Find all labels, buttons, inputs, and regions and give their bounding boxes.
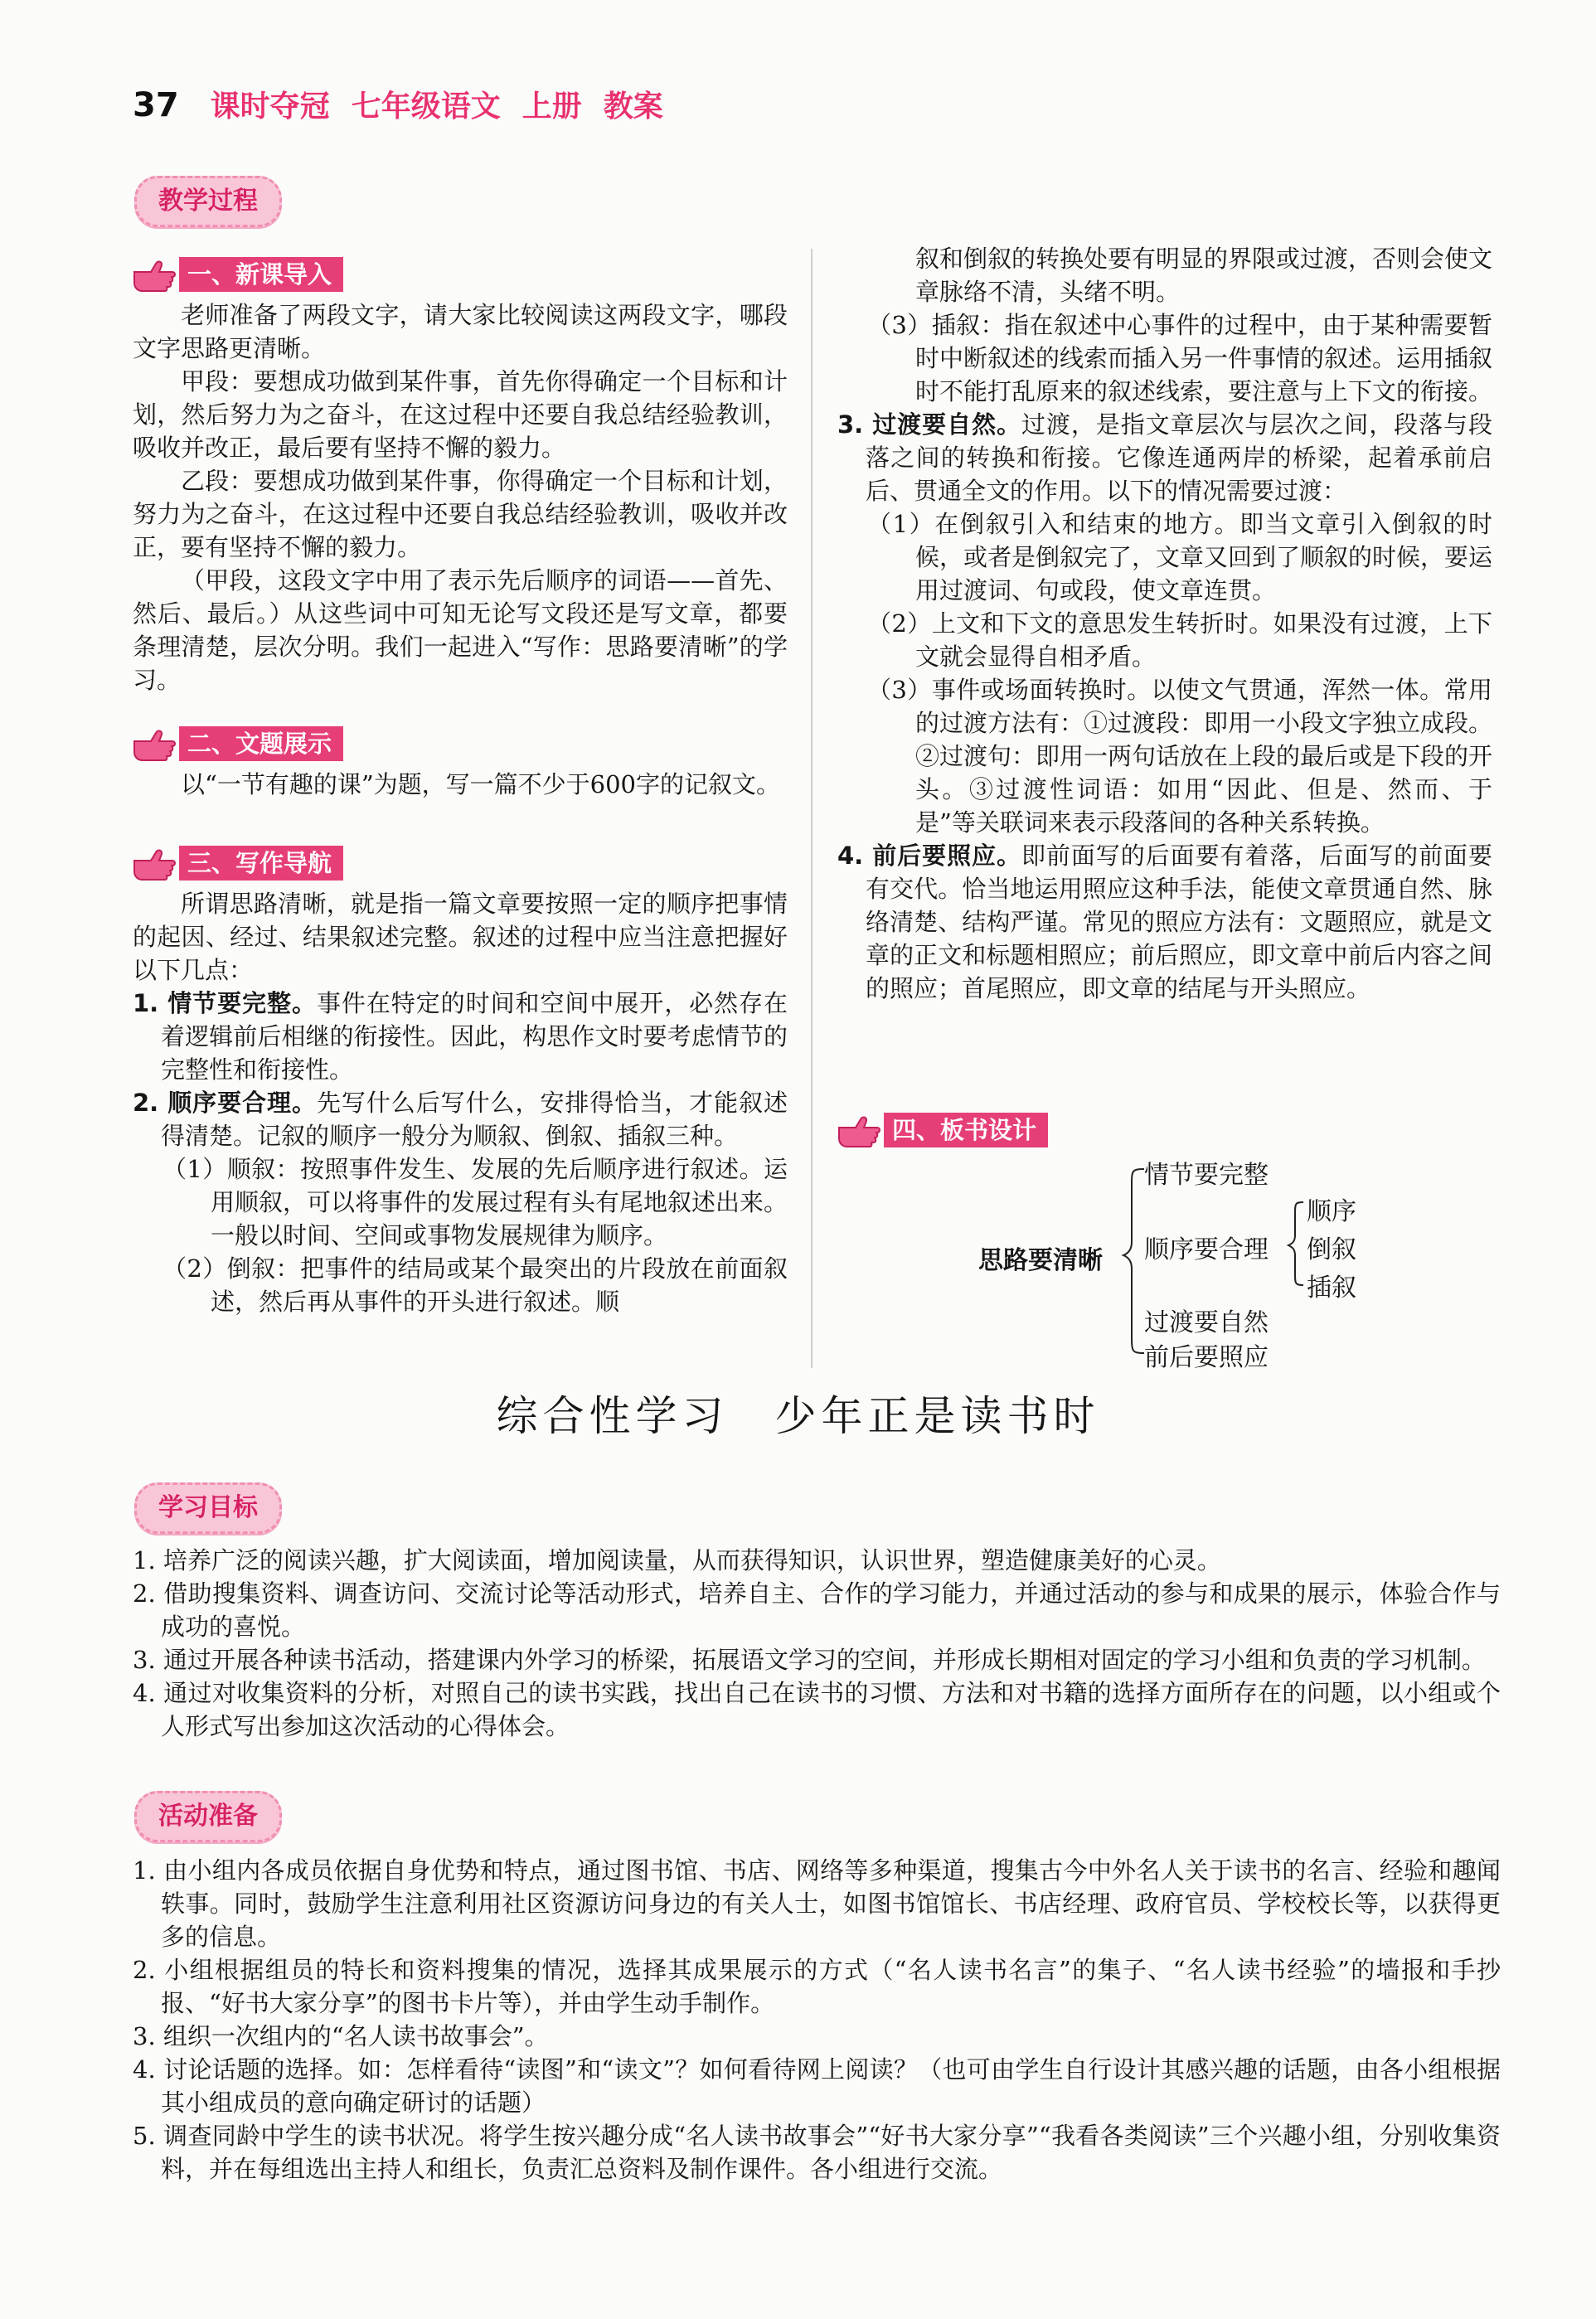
header-type: 教案 [603, 90, 663, 124]
paragraph-jia: 甲段：要想成功做到某件事，首先你得确定一个目标和计划，然后努力为之奋斗，在这过程中还要自我总结经验教训，吸收并改正，最后要有坚持不懈的毅力。 [133, 367, 788, 462]
pointing-hand-icon [836, 1111, 882, 1149]
page-number: 37 [133, 86, 179, 124]
board-root: 思路要清晰 [978, 1246, 1103, 1275]
intro-text: 老师准备了两段文字，请大家比较阅读这两段文字，哪段文字思路更清晰。 [133, 301, 788, 362]
section-heading-board [836, 1109, 1048, 1151]
board-item-4: 前后要照应 [1144, 1343, 1269, 1372]
point-3b: （2）上文和下文的意思发生转折时。如果没有过渡，上下文就会显得自相矛盾。 [867, 609, 1492, 671]
topic-block [133, 768, 788, 801]
board-item-2: 顺序要合理 [1144, 1235, 1269, 1264]
topic-text: 以“一节有趣的课”为题，写一篇不少于600字的记叙文。 [181, 770, 781, 798]
point-1 [133, 987, 788, 1086]
section-heading-intro [131, 254, 343, 295]
objective-4: 4. 通过对收集资料的分析，对照自己的读书实践，找出自己在读书的习惯、方法和对书籍的选择方面所存在的问题，以小组或个人形式写出参加这次活动的心得体会。 [133, 1679, 1501, 1740]
point-3-text: 过渡，是指文章层次与层次之间，段落与段落之间的转换和衔接。它像连通两岸的桥梁，起着承前启后、贯通全文的作用。以下的情况需要过渡： [866, 410, 1492, 505]
pointing-hand-icon [131, 844, 177, 882]
header-grade: 七年级语文 [351, 90, 501, 124]
point-4 [837, 839, 1492, 1005]
preparation-2: 2. 小组根据组员的特长和资料搜集的情况，选择其成果展示的方式（“名人读书名言”的集子、“名人读书经验”的墙报和手抄报、“好书大家分享”的图书卡片等），并由学生动手制作。 [133, 1956, 1501, 2017]
board-item-1: 情节要完整 [1144, 1161, 1269, 1190]
point-2c: （3）插叙：指在叙述中心事件的过程中，由于某种需要暂时中断叙述的线索而插入另一件事情的叙述。运用插叙时不能打乱原来的叙述线索，要注意与上下文的衔接。 [867, 311, 1493, 405]
section-label-intro: 一、新课导入 [179, 257, 343, 292]
guide-text: 所谓思路清晰，就是指一篇文章要按照一定的顺序把事情的起因、经过、结果叙述完整。叙述的过程中应当注意把握好以下几点： [133, 890, 788, 984]
header-series: 课时夺冠 [210, 90, 330, 124]
point-2 [133, 1086, 788, 1152]
board-sub-1: 顺序 [1307, 1197, 1356, 1226]
badge-teaching-process: 教学过程 [134, 176, 282, 227]
preparation-4: 4. 讨论话题的选择。如：怎样看待“读图”和“读文”？如何看待网上阅读？（也可由学生自行设计其感兴趣的话题，由各小组根据其小组成员的意向确定研讨的话题） [133, 2055, 1501, 2117]
board-design-diagram [978, 1152, 1376, 1372]
section-label-board: 四、板书设计 [884, 1113, 1048, 1147]
point-2-head: 2. 顺序要合理。 [133, 1089, 317, 1117]
board-sub-2: 倒叙 [1307, 1235, 1356, 1264]
left-column-block-1 [133, 298, 788, 696]
paragraph-yi: 乙段：要想成功做到某件事，你得确定一个目标和计划，努力为之奋斗，在这过程中还要自我总结经验教训，吸收并改正，要有坚持不懈的毅力。 [133, 467, 788, 561]
board-item-3: 过渡要自然 [1144, 1308, 1269, 1337]
guide-block [133, 887, 788, 1318]
point-2b: （2）倒叙：把事件的结局或某个最突出的片段放在前面叙述，然后再从事件的开头进行叙述。顺 [163, 1254, 788, 1316]
column-divider [811, 249, 813, 1368]
objective-1: 1. 培养广泛的阅读兴趣，扩大阅读面，增加阅读量，从而获得知识，认识世界，塑造健康美好的心灵。 [133, 1546, 1221, 1574]
objective-3: 3. 通过开展各种读书活动，搭建课内外学习的桥梁，拓展语文学习的空间，并形成长期相对固定的学习小组和负责的学习机制。 [133, 1646, 1486, 1674]
right-column-block [837, 242, 1492, 1005]
header-volume: 上册 [521, 90, 582, 124]
point-3a: （1）在倒叙引入和结束的地方。即当文章引入倒叙的时候，或者是倒叙完了，文章又回到了顺叙的时候，要运用过渡词、句或段，使文章连贯。 [867, 510, 1493, 604]
point-1-head: 1. 情节要完整。 [133, 989, 317, 1017]
board-sub-3: 插叙 [1307, 1274, 1356, 1303]
section-heading-topic [131, 723, 343, 764]
badge-objectives: 学习目标 [134, 1482, 282, 1534]
point-3c: （3）事件或场面转换时。以使文气贯通，浑然一体。常用的过渡方法有：①过渡段：即用一小段文字独立成段。②过渡句：即用一两句话放在上段的最后或是下段的开头。③过渡性词语：如用“因此、但是、然而、于是”等关联词来表示段落间的各种关系转换。 [867, 676, 1493, 837]
preparation-list [133, 1854, 1501, 2186]
point-2b-cont: 叙和倒叙的转换处要有明显的界限或过渡，否则会使文章脉络不清，头绪不明。 [915, 245, 1493, 306]
objective-2: 2. 借助搜集资料、调查访问、交流讨论等活动形式，培养自主、合作的学习能力，并通过活动的参与和成果的展示，体验合作与成功的喜悦。 [133, 1579, 1501, 1641]
point-4-head: 4. 前后要照应。 [837, 842, 1021, 870]
point-4-text: 即前面写的后面要有着落，后面写的前面要有交代。恰当地运用照应这种手法，能使文章贯通自然、脉络清楚、结构严谨。常见的照应方法有：文题照应，就是文章的正文和标题相照应；前后照应，即文章中前后内容之间的照应；首尾照应，即文章的结尾与开头照应。 [866, 842, 1492, 1002]
part2-title: 综合性学习 少年正是读书时 [496, 1392, 1100, 1440]
point-1-text: 事件在特定的时间和空间中展开，必然存在着逻辑前后相继的衔接性。因此，构思作文时要考虑情节的完整性和衔接性。 [161, 989, 788, 1084]
section-label-guide: 三、写作导航 [179, 846, 343, 881]
comment-text: （甲段，这段文字中用了表示先后顺序的词语——首先、然后、最后。）从这些词中可知无论写文段还是写文章，都要条理清楚，层次分明。我们一起进入“写作：思路要清晰”的学习。 [133, 566, 788, 694]
pointing-hand-icon [131, 725, 177, 763]
objectives-list [133, 1544, 1501, 1743]
badge-preparation: 活动准备 [134, 1791, 282, 1842]
point-3 [837, 408, 1492, 507]
point-3-head: 3. 过渡要自然。 [837, 410, 1021, 439]
point-2-text: 先写什么后写什么，安排得恰当，才能叙述得清楚。记叙的顺序一般分为顺叙、倒叙、插叙三种。 [161, 1089, 788, 1150]
page-header [133, 83, 663, 136]
pointing-hand-icon [131, 255, 177, 294]
section-label-topic: 二、文题展示 [179, 726, 343, 761]
section-heading-guide [131, 842, 343, 884]
point-2a: （1）顺叙：按照事件发生、发展的先后顺序进行叙述。运用顺叙，可以将事件的发展过程有头有尾地叙述出来。一般以时间、空间或事物发展规律为顺序。 [163, 1155, 788, 1249]
preparation-5: 5. 调查同龄中学生的读书状况。将学生按兴趣分成“名人读书故事会”“好书大家分享”“我看各类阅读”三个兴趣小组，分别收集资料，并在每组选出主持人和组长，负责汇总资料及制作课件。各小组进行交流。 [133, 2122, 1501, 2183]
preparation-3: 3. 组织一次组内的“名人读书故事会”。 [133, 2022, 549, 2050]
preparation-1: 1. 由小组内各成员依据自身优势和特点，通过图书馆、书店、网络等多种渠道，搜集古今中外名人关于读书的名言、经验和趣闻轶事。同时，鼓励学生注意利用社区资源访问身边的有关人士，如图书馆馆长、书店经理、政府官员、学校校长等，以获得更多的信息。 [133, 1856, 1501, 1951]
